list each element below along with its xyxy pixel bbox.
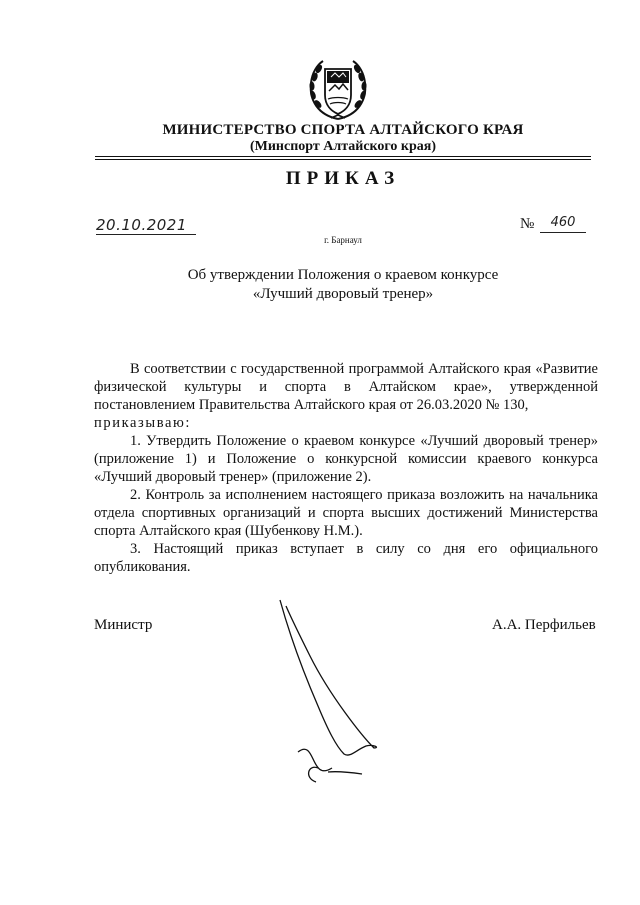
decree-word: приказываю: (94, 415, 192, 431)
item-2-paragraph: 2. Контроль за исполнением настоящего приказа возложить на начальника отдела спортивных организаций и спорта высших достижений Министерства спорта Алтайского края (Шубенкову Н.М.). (94, 487, 598, 539)
handwritten-signature (270, 596, 390, 796)
document-date: 20.10.2021 (96, 216, 196, 235)
signatory-name: А.А. Перфильев (492, 617, 596, 633)
header-rule-thin (95, 159, 591, 160)
signatory-position: Министр (94, 617, 153, 633)
subject-line-2: «Лучший дворовый тренер» (252, 286, 434, 302)
document-number: 460 (540, 214, 586, 233)
coat-of-arms-emblem (303, 55, 373, 125)
item-3-paragraph: 3. Настоящий приказ вступает в силу со дня его официального опубликования. (94, 541, 598, 575)
number-label: № (520, 216, 535, 232)
subject-line-1: Об утверждении Положения о краевом конкурсе (187, 267, 499, 283)
ministry-short-name: (Минспорт Алтайского края) (249, 139, 437, 154)
item-1-paragraph: 1. Утвердить Положение о краевом конкурсе «Лучший дворовый тренер» (приложение 1) и Положение о конкурсной комиссии краевого конкурса «Лучший дворовый тренер» (приложение 2). (94, 433, 598, 485)
document-subject (180, 266, 506, 304)
intro-paragraph (94, 360, 598, 432)
ministry-name: МИНИСТЕРСТВО СПОРТА АЛТАЙСКОГО КРАЯ (162, 122, 524, 138)
intro-text: В соответствии с государственной программой Алтайского края «Развитие физической культуры и спорта в Алтайском крае», утвержденной постановлением Правительства Алтайского края от 26.03.2020 № 130, (94, 361, 598, 413)
header-rule-thick (95, 156, 591, 157)
city-label: г. Барнаул (324, 235, 362, 245)
document-type-title: ПРИКАЗ (285, 168, 401, 189)
document-body (94, 360, 598, 576)
